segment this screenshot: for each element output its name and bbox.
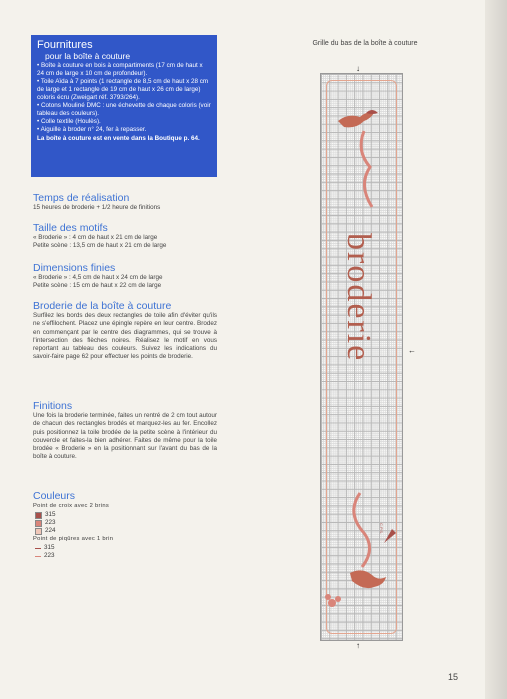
legend-code: 315 [44,544,55,551]
grid-title: Grille du bas de la boîte à couture [312,40,418,47]
piques-legend [33,544,217,560]
dimensions-section [33,262,217,291]
fournitures-item: • Colle textile (Houlès). [37,118,101,125]
fournitures-note: La boîte à couture est en vente dans la Boutique p. 64. [37,135,200,142]
page-edge [485,0,507,699]
embroidery-motif [320,73,403,641]
legend-item [35,544,217,552]
taille-section [33,222,217,251]
fournitures-item: • Boîte à couture en bois à compartiments (17 cm de haut x 24 cm de large x 10 cm de profondeur). [37,62,203,77]
finitions-title: Finitions [33,400,73,412]
dimensions-title: Dimensions finies [33,262,116,274]
color-swatch-icon [35,512,42,519]
color-swatch-icon [35,520,42,527]
ribbon-bottom [354,493,370,567]
arrow-down-icon: ↓ [356,64,360,73]
flower-icon [325,594,341,607]
page-number: 15 [448,672,459,682]
couleurs-title: Couleurs [33,490,76,502]
arrow-left-icon: ← [408,346,416,355]
taille-line: « Broderie » : 4 cm de haut x 21 cm de large [33,234,158,241]
fournitures-item: • Toile Aïda à 7 points (1 rectangle de 8,5 cm de haut x 28 cm de large et 1 rectangle de 19 cm de haut x 26 cm de large) coloris écru (Zweigart réf. 3793/264). [37,78,209,101]
fournitures-item: • Cotons Mouliné DMC : une échevette de chaque coloris (voir tableau des couleurs). [37,102,211,117]
legend-item [35,552,217,560]
dimensions-line: « Broderie » : 4,5 cm de haut x 24 cm de large [33,274,163,281]
fournitures-title: Fournitures [37,39,93,51]
legend-item [35,511,217,519]
piques-label: Point de piqûres avec 1 brin [33,536,114,542]
legend-code: 224 [45,527,56,534]
couleurs-section [33,490,217,560]
bird-bottom-icon [350,529,396,588]
broderie-section [33,300,217,362]
temps-section [33,192,217,212]
legend-code: 223 [44,552,55,559]
broderie-text: Surfilez les bords des deux rectangles de toile afin d'éviter qu'ils ne s'effilochent. Placez une épingle repère en leur centre. Brodez en commençant par le centre des diagrammes, qui se trouve à l'intersection des flèches noires. Réalisez le motif en vous reportant au tableau des couleurs. Suivez les indications du savoir-faire page 62 pour effectuer les points de broderie. [33,312,217,361]
taille-line: Petite scène : 13,5 cm de haut x 21 cm de large [33,242,167,250]
legend-item [35,527,217,535]
fournitures-box [31,35,217,177]
croix-legend [33,511,217,535]
motif-word: broderie [340,233,377,363]
dash-swatch-icon [35,556,41,557]
taille-title: Taille des motifs [33,222,108,234]
temps-text: 15 heures de broderie + 1/2 heure de finitions [33,204,161,211]
finitions-text: Une fois la broderie terminée, faites un rentré de 2 cm tout autour de chacun des rectangles brodés et marquez-les au fer. Encollez puis positionnez la toile brodée de la petite scène à l'intérieur du couvercle et faites-la bien adhérer. Faites de même pour la toile brodée « Broderie » en la positionnant sur l'avant du bas de la boîte à couture. [33,412,217,461]
bird-top-icon [338,110,378,127]
ribbon-top [361,131,372,207]
fournitures-item: • Aiguille à broder n° 24, fer à repasser. [37,126,147,133]
finitions-section [33,400,217,462]
temps-title: Temps de réalisation [33,192,130,204]
dimensions-line: Petite scène : 15 cm de haut x 22 cm de large [33,282,162,290]
dash-swatch-icon [35,548,41,549]
arrow-up-icon: ↑ [356,641,360,650]
color-swatch-icon [35,528,42,535]
fournitures-subtitle: pour la boîte à couture [45,51,131,61]
broderie-title: Broderie de la boîte à couture [33,300,172,312]
legend-item [35,519,217,527]
croix-label: Point de croix avec 2 brins [33,503,110,509]
legend-code: 223 [45,519,56,526]
legend-code: 315 [45,511,56,518]
motif-initials: C.P.S. [379,523,384,535]
